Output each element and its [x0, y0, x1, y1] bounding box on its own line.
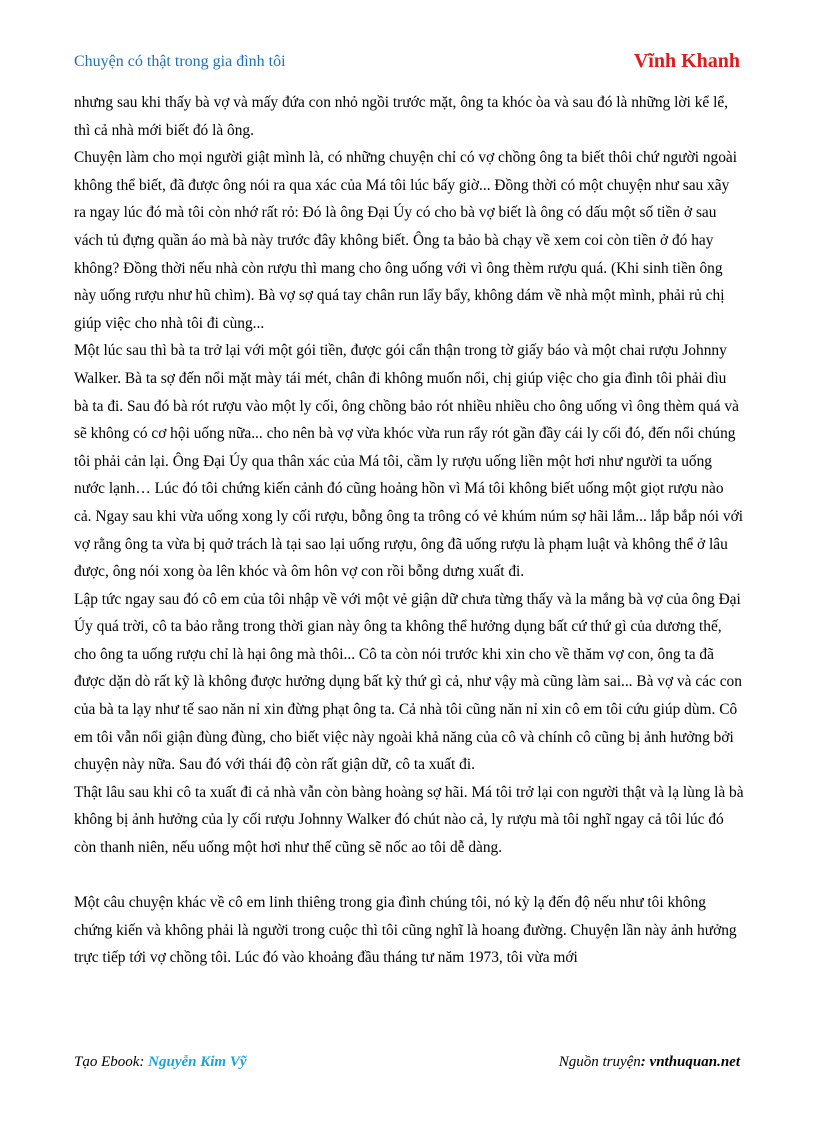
page-header — [74, 50, 740, 76]
footer-ebook-credit: Tạo Ebook: Nguyễn Kim Vỹ — [74, 1054, 247, 1070]
page-content — [74, 89, 744, 972]
paragraph-4: Lập tức ngay sau đó cô em của tôi nhập về với một vẻ giận dữ chưa từng thấy và la mắng bà vợ của ông Đại Úy quá trời, cô ta bảo rằng trong thời gian này ông ta không thể hưởng dụng bất cứ thứ gì của dương thế, cho ông ta uống rượu chỉ là hại ông mà thôi... Cô ta còn nói trước khi xin cho về thăm vợ con, ông ta đã được dặn dò rất kỹ là không được hưởng dụng bất kỳ thứ gì cả, như vậy mà cũng làm sai... Bà vợ và các con của bà ta lạy như tế sao năn nỉ xin đừng phạt ông ta. Cả nhà tôi cũng năn nỉ xin cô em tôi cứu giúp dùm. Cô em tôi vẫn nổi giận đùng đùng, cho biết việc này ngoài khả năng của cô và chính cô cũng bị ảnh hưởng bởi chuyện này nữa. Sau đó với thái độ còn rất giận dữ, cô ta xuất đi. — [74, 590, 742, 774]
footer-source-label: Nguồn truyện — [558, 1054, 641, 1070]
paragraph-3: Một lúc sau thì bà ta trở lại với một gói tiền, được gói cẩn thận trong tờ giấy báo và một chai rượu Johnny Walker. Bà ta sợ đến nổi mặt mày tái mét, chân đi không muốn nổi, chị giúp việc cho gia đình tôi phải dìu bà ta đi. Sau đó bà rót rượu vào một ly cối, ông chồng bảo rót nhiều nhiều cho ông uống vì ông thèm quá và sẽ không có cơ hội uống nữa... cho nên bà vợ vừa khóc vừa run rẩy rót gần đầy cái ly cối đó, đến nổi chúng tôi phải cản lại. Ông Đại Úy qua thân xác của Má tôi, cầm ly rượu uống liền một hơi như người ta uống nước lạnh… Lúc đó tôi chứng kiến cảnh đó cũng hoảng hồn vì Má tôi không biết uống một giọt rượu nào cả. Ngay sau khi vừa uống xong ly cối rượu, bỗng ông ta trông có vẻ khúm núm sợ hãi lắm... lắp bắp nói với vợ rằng ông ta vừa bị quở trách là tại sao lại uống rượu, ông đã uống rượu là phạm luật và không thể ở lâu được, ông nói xong òa lên khóc và ôm hôn vợ con rồi bỗng dưng xuất đi. — [74, 342, 744, 581]
footer-source-credit: Nguồn truyện: vnthuquan.net — [558, 1054, 740, 1070]
page-footer — [74, 1054, 740, 1078]
paragraph-1: nhưng sau khi thấy bà vợ và mấy đứa con nhỏ ngồi trước mặt, ông ta khóc òa và sau đó là những lời kể lể, thì cả nhà mới biết đó là ông. — [74, 94, 729, 139]
paragraph-2: Chuyện làm cho mọi người giật mình là, có những chuyện chỉ có vợ chồng ông ta biết thôi chứ người ngoài không thể biết, đã được ông nói ra qua xác của Má tôi lúc bấy giờ... Đồng thời có một chuyện như sau xãy ra ngay lúc đó mà tôi còn nhớ rất rỏ: Đó là ông Đại Úy có cho bà vợ biết là ông có dấu một số tiền ở sau vách tủ đựng quần áo mà bà này trước đây không biết. Ông ta bảo bà chạy về xem coi còn tiền ở đó hay không? Đồng thời nếu nhà còn rượu thì mang cho ông uống với vì ông thèm rượu quá. (Khi sinh tiền ông này uống rượu như hũ chìm). Bà vợ sợ quá tay chân run lẩy bẩy, không dám về nhà một mình, phải rủ chị giúp việc cho nhà tôi đi cùng... — [74, 149, 738, 332]
footer-ebook-label: Tạo Ebook — [74, 1054, 140, 1070]
header-author: Vĩnh Khanh — [633, 50, 740, 72]
header-title: Chuyện có thật trong gia đình tôi — [74, 53, 286, 70]
footer-ebook-name: Nguyễn Kim Vỹ — [148, 1054, 247, 1070]
footer-source-site: vnthuquan.net — [649, 1054, 740, 1070]
paragraph-5: Thật lâu sau khi cô ta xuất đi cả nhà vẫn còn bàng hoàng sợ hãi. Má tôi trở lại con người thật và lạ lùng là bà không bị ảnh hưởng của ly cối rượu Johnny Walker đó chút nào cả, ly rượu mà tôi nghĩ ngay cả tôi lúc đó còn thanh niên, nếu uống một hơi như thế cũng sẽ nốc ao tôi dễ dàng. — [74, 783, 744, 857]
paragraph-6: Một câu chuyện khác về cô em linh thiêng trong gia đình chúng tôi, nó kỳ lạ đến độ nếu như tôi không chứng kiến và không phải là người trong cuộc thì tôi cũng nghĩ là hoang đường. Chuyện lần này ảnh hưởng trực tiếp tới vợ chồng tôi. Lúc đó vào khoảng đầu tháng tư năm 1973, tôi vừa mới — [74, 894, 737, 967]
